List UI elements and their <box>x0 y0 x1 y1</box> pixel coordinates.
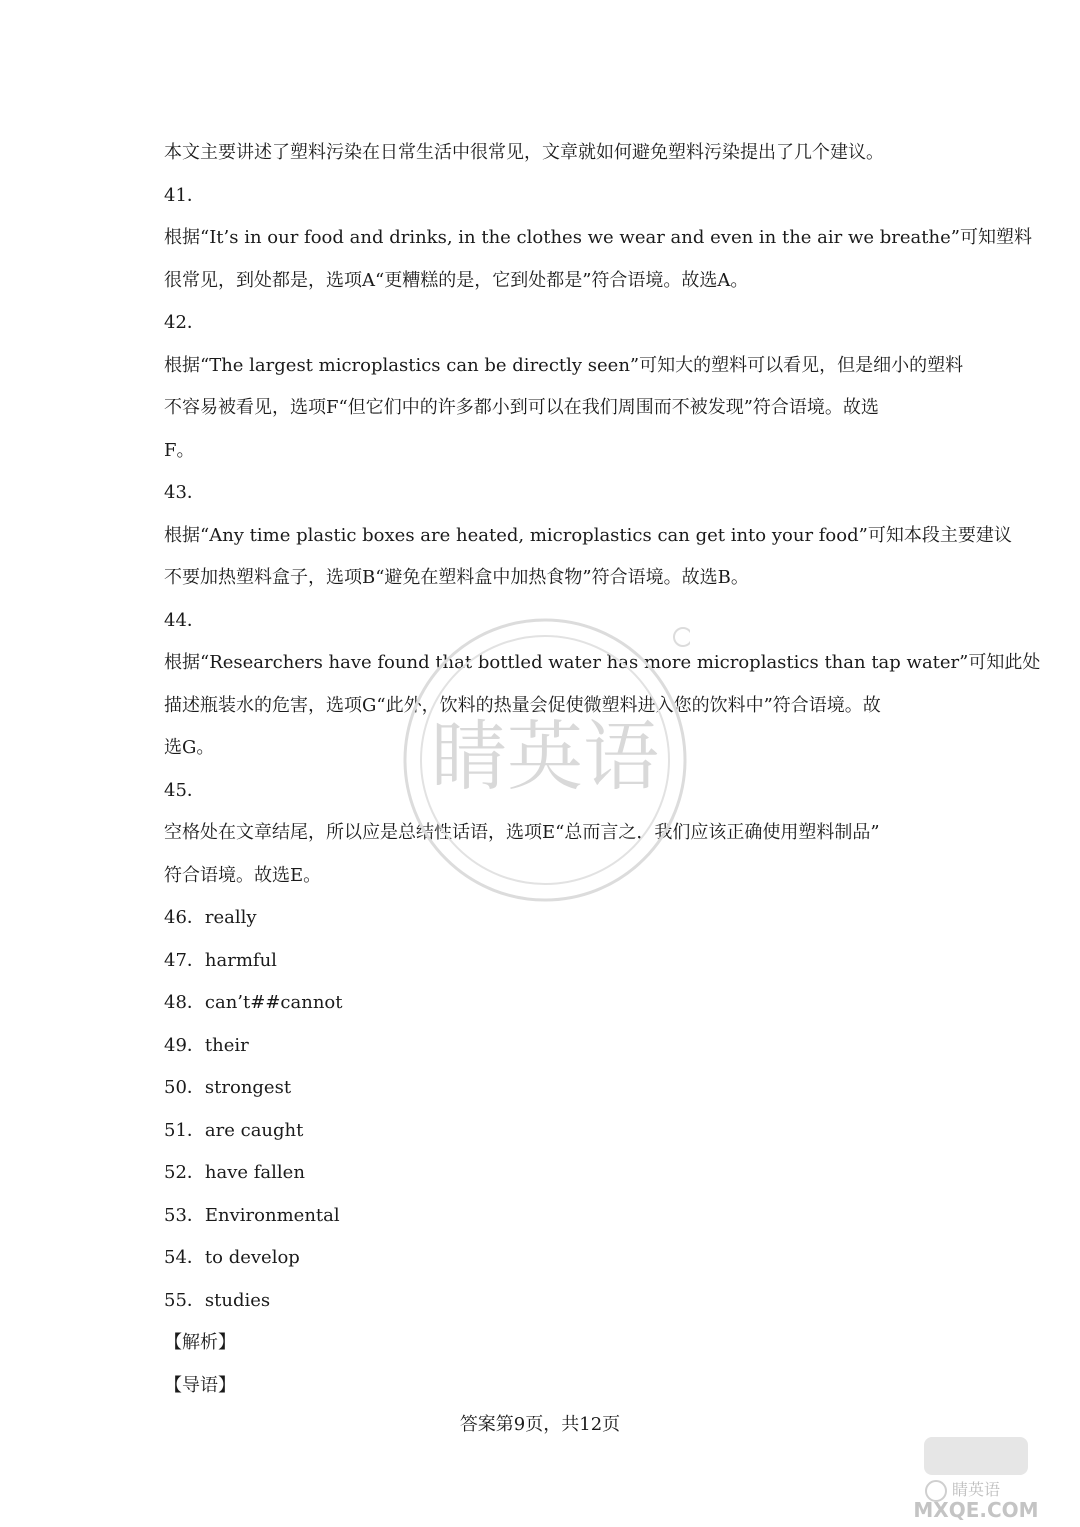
answer-text <box>164 132 1041 1407</box>
explanation-line: 根据“Researchers have found that bottled water has more microplastics than tap water”可知此处 <box>164 652 1041 673</box>
explanation-line: 符合语境。故选E。 <box>164 864 322 886</box>
explanation-line: 根据“It’s in our food and drinks, in the clothes we wear and even in the air we breathe”可知塑料 <box>164 227 1032 248</box>
answer-item: 51．are caught <box>164 1119 304 1141</box>
explanation-line: 不要加热塑料盒子，选项B“避免在塑料盒中加热食物”符合语境。故选B。 <box>164 567 749 588</box>
explanation-line: 描述瓶装水的危害，选项G“此外，饮料的热量会促使微塑料进入您的饮料中”符合语境。故 <box>164 694 881 716</box>
corner-logo-text: MXQE.COM <box>913 1498 1039 1522</box>
answer-item: 47．harmful <box>164 949 277 971</box>
explanation-line: F。 <box>164 439 195 461</box>
corner-logo-sub: 睛英语 <box>951 1480 1001 1499</box>
explanation-line: 不容易被看见，选项F“但它们中的许多都小到可以在我们周围而不被发现”符合语境。故选 <box>164 397 879 418</box>
explanation-line: 很常见，到处都是，选项A“更糟糕的是，它到处都是”符合语境。故选A。 <box>164 269 749 291</box>
question-number: 41． <box>164 184 205 206</box>
explanation-line: 选G。 <box>164 737 215 758</box>
answer-item: 52．have fallen <box>164 1162 305 1183</box>
explanation-line: 根据“Any time plastic boxes are heated, microplastics can get into your food”可知本段主要建议 <box>164 524 1012 546</box>
answer-item: 48．can’t##cannot <box>164 992 343 1013</box>
site-logo <box>906 1431 1046 1523</box>
explanation-line: 根据“The largest microplastics can be directly seen”可知大的塑料可以看见，但是细小的塑料 <box>164 354 964 376</box>
answer-item: 55．studies <box>164 1289 271 1311</box>
answer-item: 46．really <box>164 907 257 928</box>
answer-item: 54．to develop <box>164 1247 300 1268</box>
watermark-text: 睛英语 <box>431 712 659 801</box>
answer-item: 53．Environmental <box>164 1204 340 1226</box>
page-footer: 答案第9页，共12页 <box>459 1414 621 1435</box>
section-heading: 【导语】 <box>164 1374 236 1396</box>
question-number: 45． <box>164 779 205 801</box>
section-heading: 【解析】 <box>164 1332 236 1353</box>
explanation-line: 空格处在文章结尾，所以应是总结性话语，选项E“总而言之，我们应该正确使用塑料制品” <box>164 822 880 843</box>
answer-item: 49．their <box>164 1034 249 1056</box>
answer-item: 50．strongest <box>164 1077 292 1098</box>
question-number: 42． <box>164 312 205 333</box>
question-number: 44． <box>164 609 205 631</box>
summary-line: 本文主要讲述了塑料污染在日常生活中很常见，文章就如何避免塑料污染提出了几个建议。 <box>164 142 884 163</box>
question-number: 43． <box>164 482 205 503</box>
